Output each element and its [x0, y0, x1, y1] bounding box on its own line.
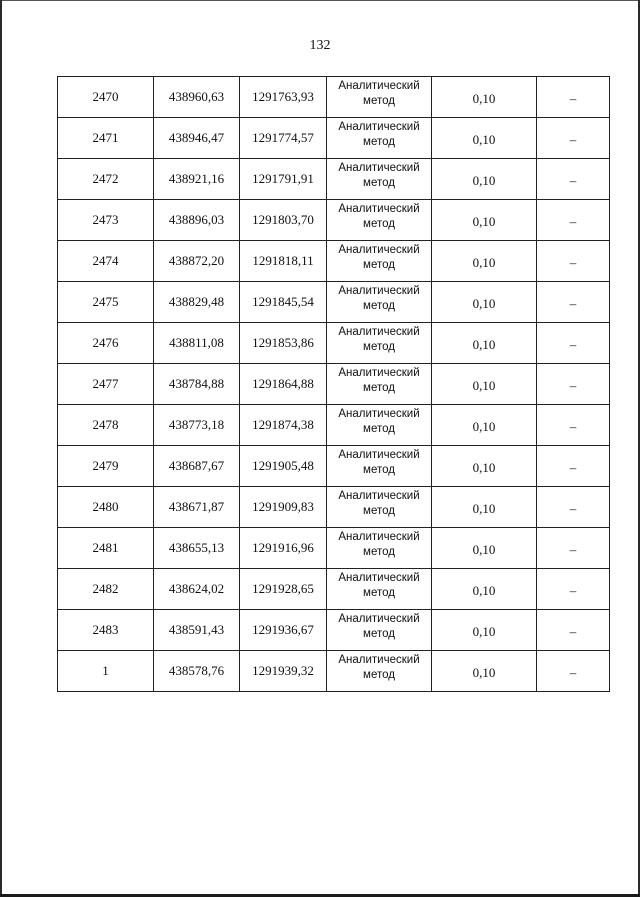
note-cell — [537, 159, 610, 200]
note-text: – — [569, 542, 577, 557]
y-coordinate-cell: 1291803,70 — [240, 200, 327, 241]
note-text: – — [569, 501, 577, 516]
point-number-cell: 2475 — [58, 282, 154, 323]
table-row — [58, 118, 610, 159]
accuracy-text: 0,10 — [472, 132, 496, 147]
point-number-cell: 2471 — [58, 118, 154, 159]
accuracy-cell — [432, 446, 537, 487]
table-row — [58, 528, 610, 569]
accuracy-text: 0,10 — [472, 255, 496, 270]
point-number-cell: 2477 — [58, 364, 154, 405]
x-coordinate-cell: 438946,47 — [154, 118, 240, 159]
point-number-cell: 2482 — [58, 569, 154, 610]
accuracy-cell — [432, 118, 537, 159]
method-text: Аналитический метод — [338, 654, 420, 681]
y-coordinate-cell: 1291936,67 — [240, 610, 327, 651]
x-coordinate-cell: 438896,03 — [154, 200, 240, 241]
method-text: Аналитический метод — [338, 490, 420, 517]
method-cell — [327, 569, 432, 610]
point-number-cell: 2474 — [58, 241, 154, 282]
y-coordinate-cell: 1291939,32 — [240, 651, 327, 692]
accuracy-text: 0,10 — [472, 214, 496, 229]
y-coordinate-cell: 1291864,88 — [240, 364, 327, 405]
accuracy-text: 0,10 — [472, 296, 496, 311]
x-coordinate-cell: 438655,13 — [154, 528, 240, 569]
accuracy-text: 0,10 — [472, 378, 496, 393]
note-text: – — [569, 91, 577, 106]
method-cell — [327, 200, 432, 241]
coordinates-table-container — [57, 76, 603, 692]
x-coordinate-cell: 438811,08 — [154, 323, 240, 364]
method-text: Аналитический метод — [338, 285, 420, 312]
note-cell — [537, 528, 610, 569]
note-cell — [537, 569, 610, 610]
accuracy-text: 0,10 — [472, 91, 496, 106]
x-coordinate-cell: 438671,87 — [154, 487, 240, 528]
note-cell — [537, 610, 610, 651]
y-coordinate-cell: 1291928,65 — [240, 569, 327, 610]
note-cell — [537, 405, 610, 446]
method-cell — [327, 487, 432, 528]
table-row — [58, 487, 610, 528]
table-row — [58, 282, 610, 323]
x-coordinate-cell: 438960,63 — [154, 77, 240, 118]
note-cell — [537, 118, 610, 159]
table-row — [58, 159, 610, 200]
y-coordinate-cell: 1291905,48 — [240, 446, 327, 487]
note-cell — [537, 77, 610, 118]
note-cell — [537, 200, 610, 241]
method-text: Аналитический метод — [338, 326, 420, 353]
point-number-cell: 2473 — [58, 200, 154, 241]
note-text: – — [569, 378, 577, 393]
x-coordinate-cell: 438624,02 — [154, 569, 240, 610]
y-coordinate-cell: 1291845,54 — [240, 282, 327, 323]
method-cell — [327, 651, 432, 692]
accuracy-text: 0,10 — [472, 460, 496, 475]
x-coordinate-cell: 438784,88 — [154, 364, 240, 405]
note-text: – — [569, 583, 577, 598]
x-coordinate-cell: 438921,16 — [154, 159, 240, 200]
point-number-cell: 2479 — [58, 446, 154, 487]
note-cell — [537, 282, 610, 323]
method-cell — [327, 364, 432, 405]
table-row — [58, 405, 610, 446]
point-number-cell: 1 — [58, 651, 154, 692]
note-text: – — [569, 173, 577, 188]
method-text: Аналитический метод — [338, 203, 420, 230]
method-cell — [327, 118, 432, 159]
coordinates-table — [57, 76, 610, 692]
method-text: Аналитический метод — [338, 449, 420, 476]
note-text: – — [569, 132, 577, 147]
note-text: – — [569, 296, 577, 311]
table-row — [58, 241, 610, 282]
accuracy-cell — [432, 569, 537, 610]
accuracy-cell — [432, 200, 537, 241]
accuracy-cell — [432, 77, 537, 118]
note-text: – — [569, 255, 577, 270]
y-coordinate-cell: 1291791,91 — [240, 159, 327, 200]
point-number-cell: 2483 — [58, 610, 154, 651]
x-coordinate-cell: 438687,67 — [154, 446, 240, 487]
method-cell — [327, 405, 432, 446]
table-row — [58, 651, 610, 692]
accuracy-text: 0,10 — [472, 665, 496, 680]
method-text: Аналитический метод — [338, 162, 420, 189]
scan-left-edge — [0, 0, 2, 897]
y-coordinate-cell: 1291818,11 — [240, 241, 327, 282]
method-cell — [327, 446, 432, 487]
method-text: Аналитический метод — [338, 244, 420, 271]
note-text: – — [569, 337, 577, 352]
method-text: Аналитический метод — [338, 80, 420, 107]
accuracy-cell — [432, 159, 537, 200]
y-coordinate-cell: 1291909,83 — [240, 487, 327, 528]
note-cell — [537, 446, 610, 487]
x-coordinate-cell: 438591,43 — [154, 610, 240, 651]
method-cell — [327, 610, 432, 651]
y-coordinate-cell: 1291763,93 — [240, 77, 327, 118]
note-text: – — [569, 624, 577, 639]
accuracy-text: 0,10 — [472, 501, 496, 516]
method-text: Аналитический метод — [338, 613, 420, 640]
y-coordinate-cell: 1291774,57 — [240, 118, 327, 159]
method-cell — [327, 77, 432, 118]
table-row — [58, 200, 610, 241]
note-text: – — [569, 419, 577, 434]
y-coordinate-cell: 1291916,96 — [240, 528, 327, 569]
x-coordinate-cell: 438578,76 — [154, 651, 240, 692]
accuracy-text: 0,10 — [472, 419, 496, 434]
coordinates-table-body — [58, 77, 610, 692]
x-coordinate-cell: 438829,48 — [154, 282, 240, 323]
accuracy-cell — [432, 282, 537, 323]
accuracy-cell — [432, 610, 537, 651]
accuracy-cell — [432, 528, 537, 569]
accuracy-cell — [432, 241, 537, 282]
note-cell — [537, 651, 610, 692]
note-cell — [537, 241, 610, 282]
accuracy-text: 0,10 — [472, 583, 496, 598]
point-number-cell: 2480 — [58, 487, 154, 528]
accuracy-text: 0,10 — [472, 542, 496, 557]
note-cell — [537, 487, 610, 528]
point-number-cell: 2472 — [58, 159, 154, 200]
point-number-cell: 2478 — [58, 405, 154, 446]
method-cell — [327, 282, 432, 323]
method-text: Аналитический метод — [338, 572, 420, 599]
method-cell — [327, 323, 432, 364]
point-number-cell: 2476 — [58, 323, 154, 364]
note-cell — [537, 323, 610, 364]
method-text: Аналитический метод — [338, 367, 420, 394]
accuracy-cell — [432, 323, 537, 364]
method-cell — [327, 241, 432, 282]
note-text: – — [569, 460, 577, 475]
y-coordinate-cell: 1291853,86 — [240, 323, 327, 364]
method-text: Аналитический метод — [338, 121, 420, 148]
table-row — [58, 446, 610, 487]
accuracy-text: 0,10 — [472, 337, 496, 352]
point-number-cell: 2481 — [58, 528, 154, 569]
accuracy-text: 0,10 — [472, 173, 496, 188]
method-text: Аналитический метод — [338, 408, 420, 435]
accuracy-cell — [432, 651, 537, 692]
y-coordinate-cell: 1291874,38 — [240, 405, 327, 446]
table-row — [58, 364, 610, 405]
table-row — [58, 77, 610, 118]
x-coordinate-cell: 438872,20 — [154, 241, 240, 282]
point-number-cell: 2470 — [58, 77, 154, 118]
accuracy-text: 0,10 — [472, 624, 496, 639]
table-row — [58, 323, 610, 364]
method-text: Аналитический метод — [338, 531, 420, 558]
note-cell — [537, 364, 610, 405]
accuracy-cell — [432, 405, 537, 446]
note-text: – — [569, 214, 577, 229]
accuracy-cell — [432, 364, 537, 405]
method-cell — [327, 528, 432, 569]
note-text: – — [569, 665, 577, 680]
x-coordinate-cell: 438773,18 — [154, 405, 240, 446]
table-row — [58, 569, 610, 610]
scan-top-edge — [0, 0, 640, 1]
method-cell — [327, 159, 432, 200]
accuracy-cell — [432, 487, 537, 528]
page-number: 132 — [309, 38, 331, 53]
table-row — [58, 610, 610, 651]
